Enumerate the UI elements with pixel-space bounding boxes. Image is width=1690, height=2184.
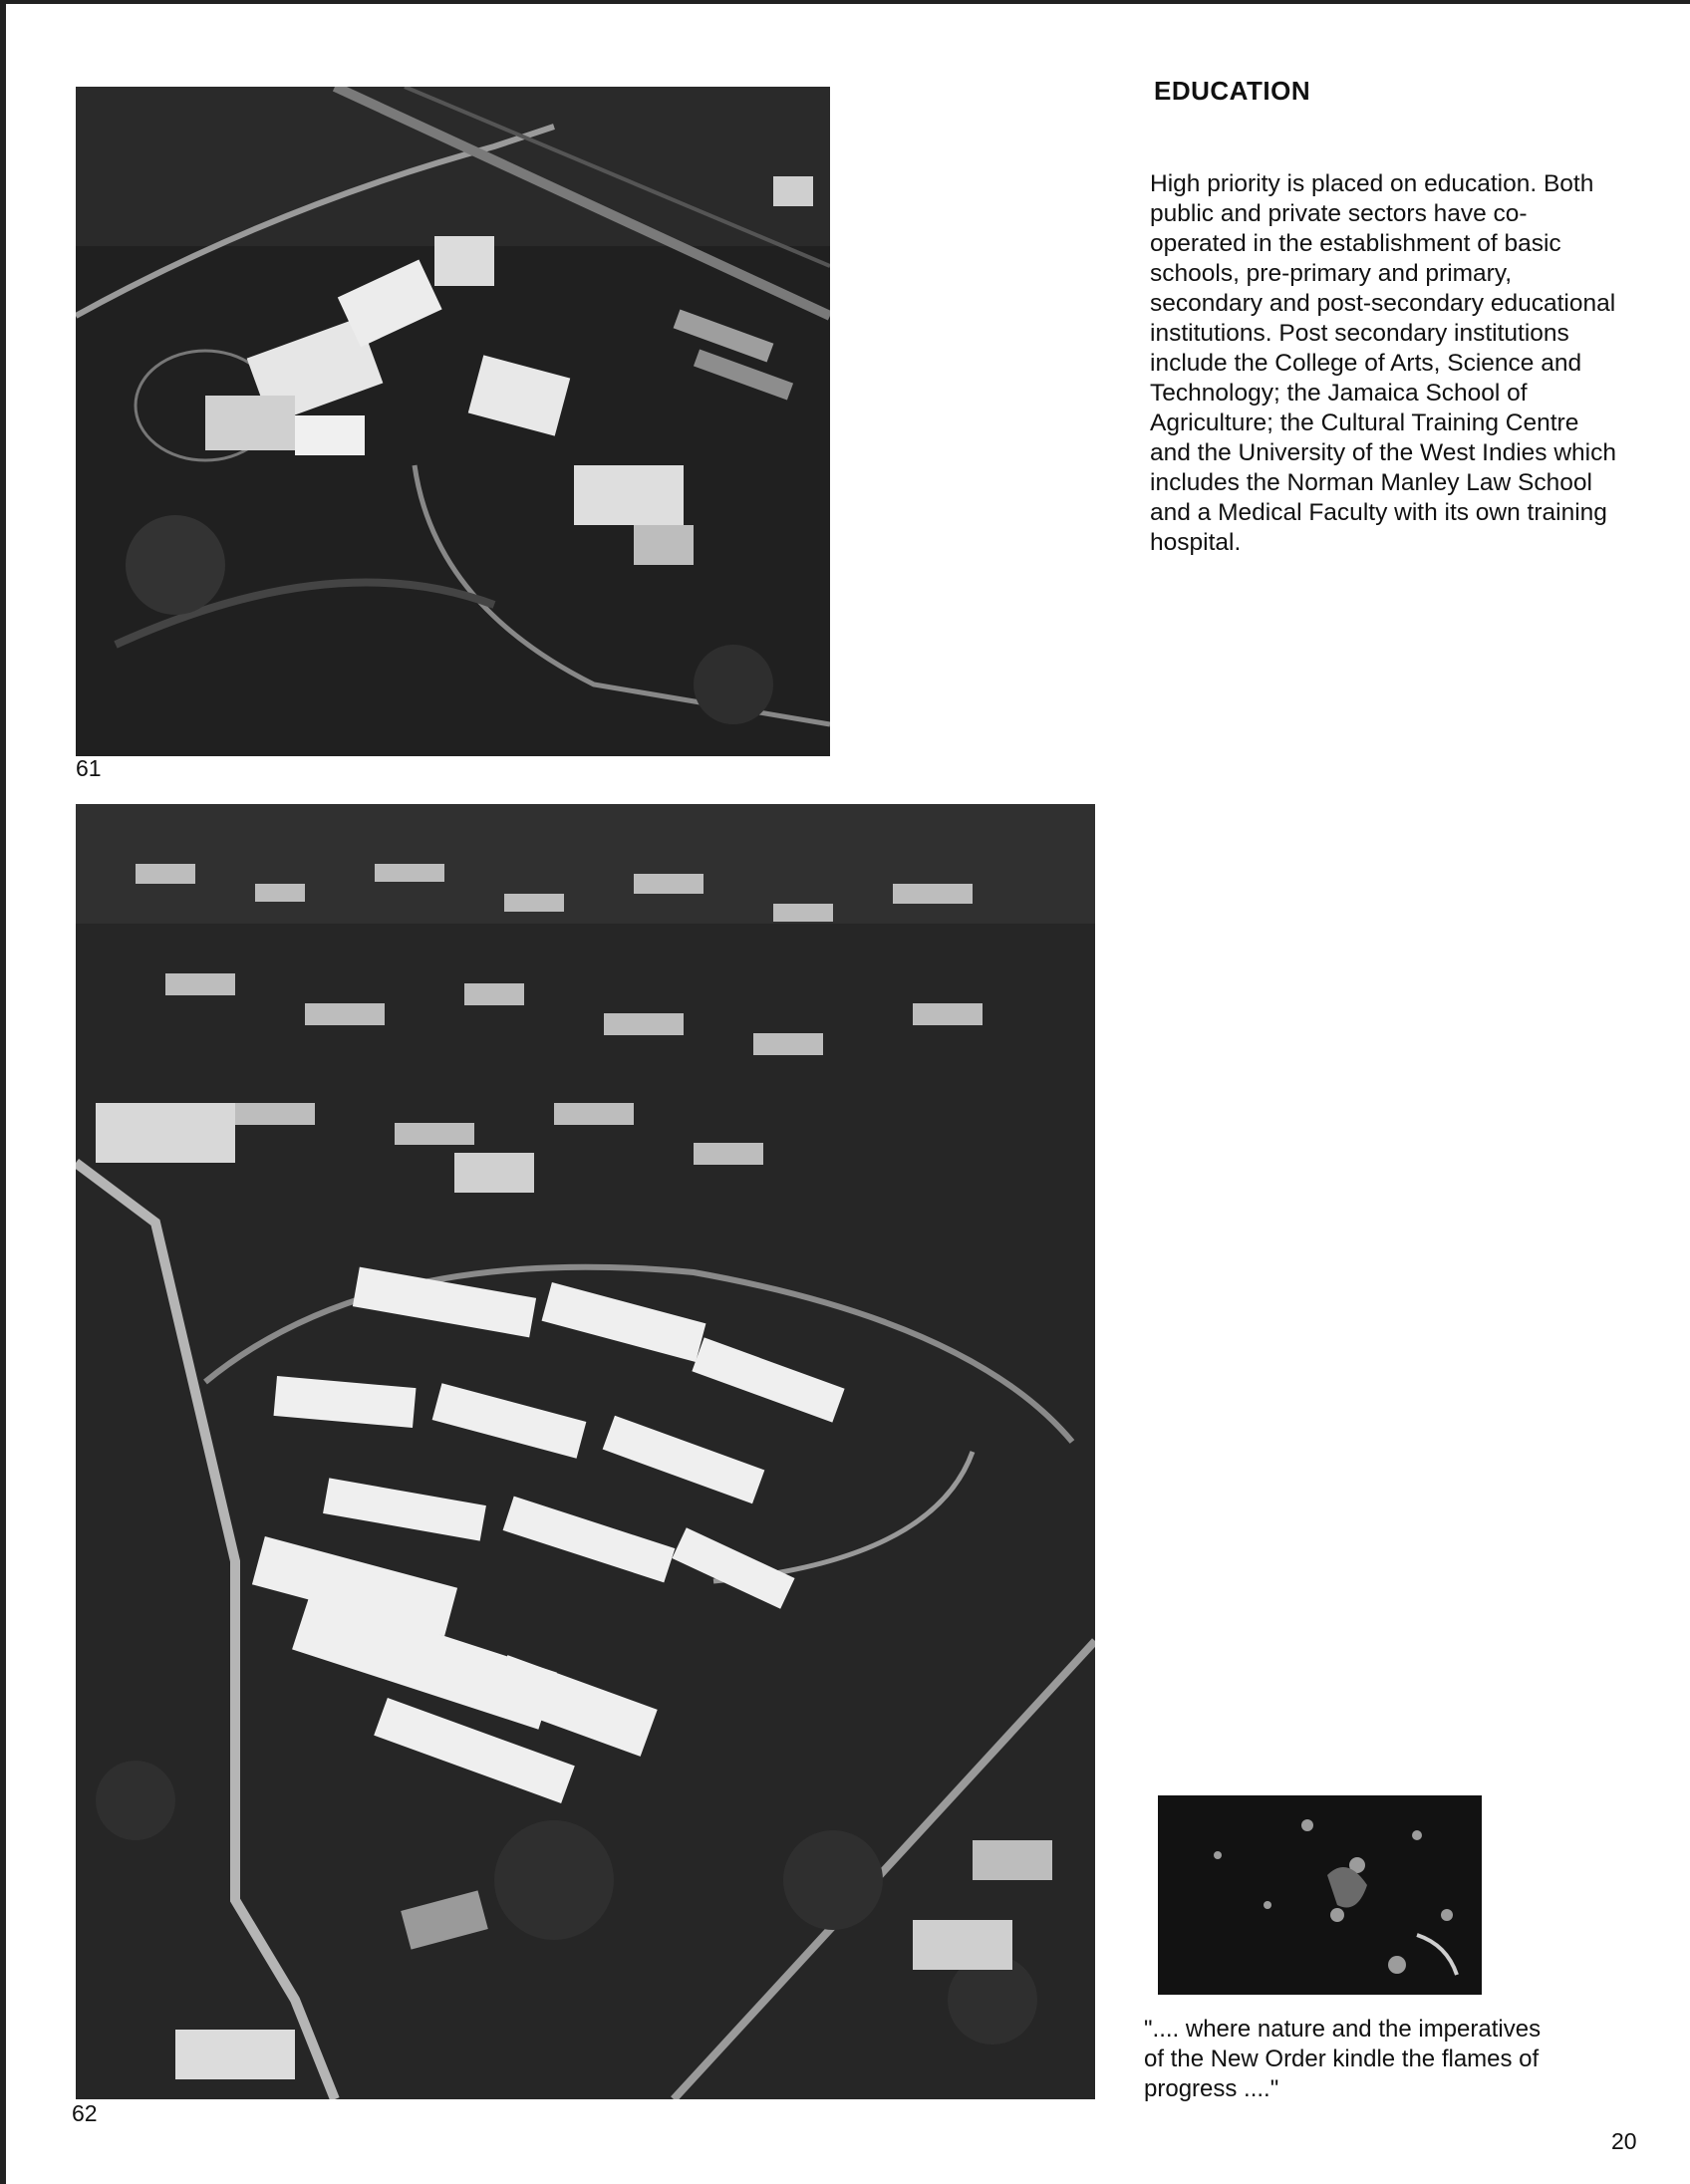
figure-number-62: 62 <box>72 2100 98 2126</box>
section-body-text: High priority is placed on education. Both public and private sectors have co-operated in the establishment of basic schools, pre-primary and primary, secondary and post-secondary educational institutions. Post secondary institutions include the College of Arts, Science and Technology; the Jamaica School of Agriculture; the Cultural Training Centre and the University of the West Indies which includes the Norman Manley Law School and a Medical Faculty with its own training hospital. <box>1150 170 1617 556</box>
flame-emblem-photo <box>1158 1795 1482 1995</box>
page-number: 20 <box>1611 2128 1637 2154</box>
page-left-edge <box>0 0 6 2184</box>
figure-number-61: 61 <box>76 755 102 781</box>
aerial-photo-university-campus <box>76 804 1095 2099</box>
section-heading: EDUCATION <box>1154 76 1311 106</box>
aerial-photo-college-campus <box>76 87 830 756</box>
page-top-edge <box>0 0 1690 4</box>
quote-caption: ".... where nature and the imperatives of the New Order kindle the flames of progress ...." <box>1144 2016 1542 2102</box>
